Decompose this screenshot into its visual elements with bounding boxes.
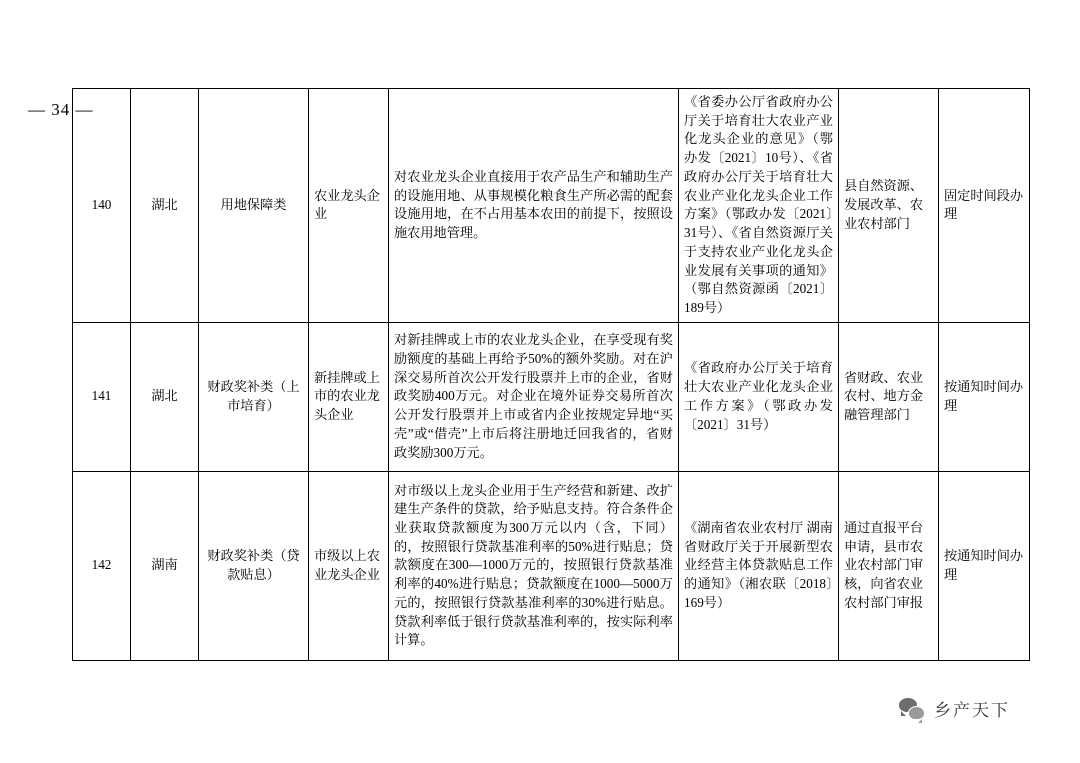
row-province: 湖北 bbox=[131, 89, 199, 323]
row-id: 141 bbox=[73, 322, 131, 471]
row-policy-type: 用地保障类 bbox=[199, 89, 309, 323]
row-policy-type: 财政奖补类（上市培育） bbox=[199, 322, 309, 471]
table-row bbox=[73, 89, 1030, 323]
row-time: 固定时间段办理 bbox=[939, 89, 1030, 323]
row-target: 市级以上农业龙头企业 bbox=[309, 471, 389, 660]
row-basis: 《省政府办公厅关于培育壮大农业产业化龙头企业工作方案》（鄂政办发〔2021〕31号） bbox=[679, 322, 839, 471]
row-target: 新挂牌或上市的农业龙头企业 bbox=[309, 322, 389, 471]
row-id: 142 bbox=[73, 471, 131, 660]
table-row bbox=[73, 471, 1030, 660]
row-basis: 《省委办公厅省政府办公厅关于培育壮大农业产业化龙头企业的意见》（鄂办发〔2021〕10号）、《省政府办公厅关于培育壮大农业产业化龙头企业工作方案》（鄂政办发〔2021〕31号）、《省自然资源厅关于支持农业产业化龙头企业发展有关事项的通知》（鄂自然资源函〔2021〕189号） bbox=[679, 89, 839, 323]
wechat-watermark bbox=[899, 696, 1010, 721]
row-id: 140 bbox=[73, 89, 131, 323]
wechat-icon bbox=[899, 698, 925, 720]
row-province: 湖南 bbox=[131, 471, 199, 660]
row-department: 省财政、农业农村、地方金融管理部门 bbox=[839, 322, 939, 471]
table-row bbox=[73, 322, 1030, 471]
row-policy-type: 财政奖补类（贷款贴息） bbox=[199, 471, 309, 660]
row-content: 对新挂牌或上市的农业龙头企业，在享受现有奖励额度的基础上再给予50%的额外奖励。对在沪深交易所首次公开发行股票并上市的企业，省财政奖励400万元。对企业在境外证券交易所首次公开发行股票并上市或省内企业按规定异地“买壳”或“借壳”上市后将注册地迁回我省的，省财政奖励300万元。 bbox=[389, 322, 679, 471]
row-time: 按通知时间办理 bbox=[939, 322, 1030, 471]
policy-table bbox=[72, 88, 1030, 661]
row-department: 通过直报平台申请，县市农业农村部门审核，向省农业农村部门审报 bbox=[839, 471, 939, 660]
row-province: 湖北 bbox=[131, 322, 199, 471]
row-target: 农业龙头企业 bbox=[309, 89, 389, 323]
row-content: 对农业龙头企业直接用于农产品生产和辅助生产的设施用地、从事规模化粮食生产所必需的配套设施用地，在不占用基本农田的前提下，按照设施农用地管理。 bbox=[389, 89, 679, 323]
wechat-account-name: 乡产天下 bbox=[934, 701, 1010, 720]
row-basis: 《湖南省农业农村厅 湖南省财政厅关于开展新型农业经营主体贷款贴息工作的通知》（湘农联〔2018〕169号） bbox=[679, 471, 839, 660]
row-department: 县自然资源、发展改革、农业农村部门 bbox=[839, 89, 939, 323]
row-content: 对市级以上龙头企业用于生产经营和新建、改扩建生产条件的贷款，给予贴息支持。符合条件企业获取贷款额度为300万元以内（含，下同）的，按照银行贷款基准利率的50%进行贴息；贷款额度在300—1000万元的，按照银行贷款基准利率的40%进行贴息；贷款额度在1000—5000万元的，按照银行贷款基准利率的30%进行贴息。贷款利率低于银行贷款基准利率的，按实际利率计算。 bbox=[389, 471, 679, 660]
page-number: — 34 — bbox=[28, 100, 94, 119]
row-time: 按通知时间办理 bbox=[939, 471, 1030, 660]
policy-table-container bbox=[72, 88, 1024, 661]
